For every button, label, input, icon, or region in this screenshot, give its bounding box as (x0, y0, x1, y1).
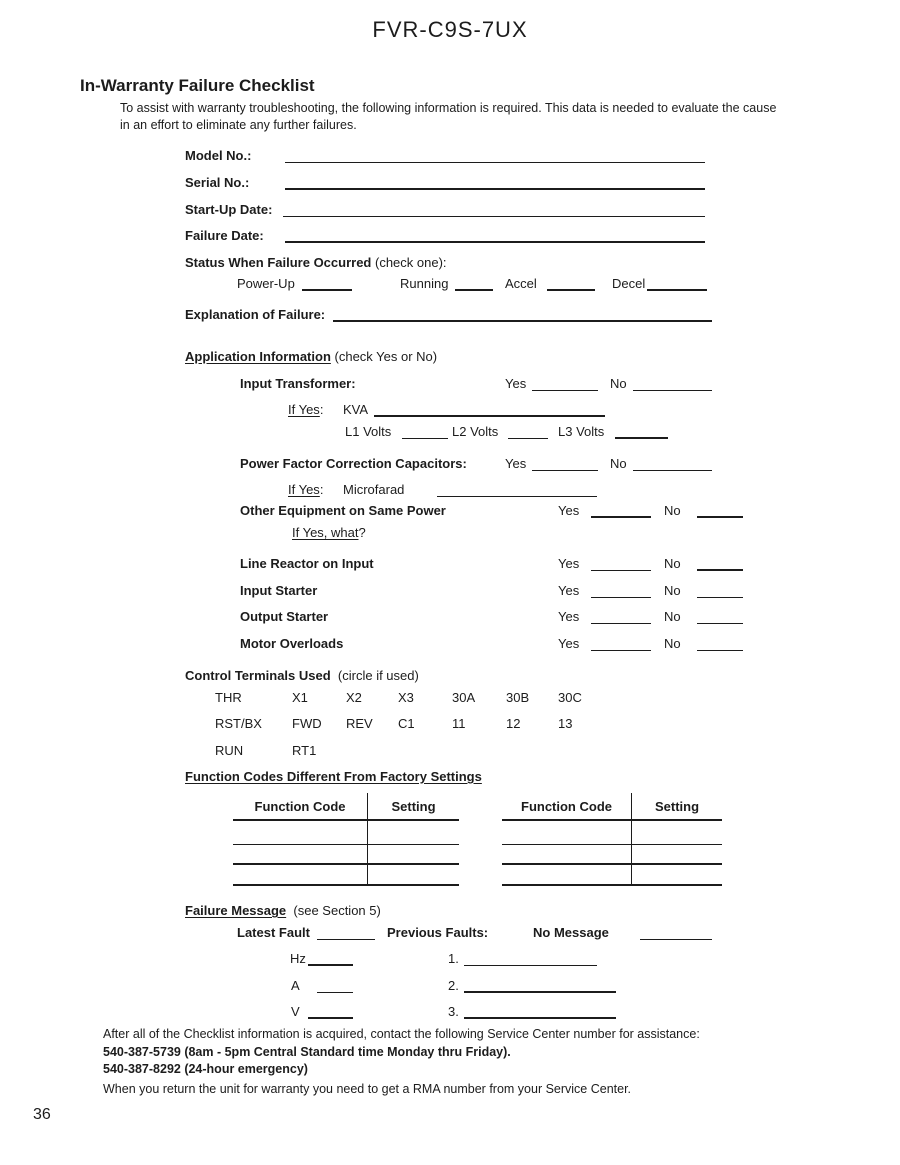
failure-message-heading-title: Failure Message (185, 903, 287, 918)
terminal-cell: C1 (398, 716, 415, 731)
l3-volts-line (615, 424, 668, 439)
other-equipment-yes-line (591, 503, 651, 518)
function-code-table-left (233, 793, 459, 886)
l1-volts-line (402, 424, 448, 439)
fc-empty-row (233, 865, 459, 886)
if-yes-what-label (292, 525, 366, 540)
status-option-accel-line (547, 276, 595, 291)
terminal-cell: FWD (292, 716, 322, 731)
fc-header-function-code: Function Code (502, 793, 632, 819)
pfc-yes-label: Yes (505, 456, 527, 471)
terminal-cell: 11 (452, 716, 466, 731)
fc-empty-row (502, 821, 722, 845)
fc-header-setting: Setting (654, 798, 700, 814)
output-starter-no-label: No (664, 609, 681, 624)
explanation-label: Explanation of Failure: (185, 307, 326, 322)
application-heading (185, 349, 437, 364)
line-reactor-label: Line Reactor on Input (240, 556, 374, 571)
fc-header-function-code: Function Code (233, 793, 368, 819)
line-reactor-no-line (697, 556, 743, 571)
status-option-powerup-label: Power-Up (237, 276, 295, 291)
a-line (317, 978, 353, 993)
failure-message-heading-hint: (see Section 5) (293, 903, 381, 918)
terminal-cell: 13 (558, 716, 573, 731)
motor-overloads-yes-line (591, 636, 651, 651)
motor-overloads-no-line (697, 636, 743, 651)
status-option-decel-label: Decel (612, 276, 646, 291)
no-message-label: No Message (533, 925, 609, 940)
fc-header-row (233, 793, 459, 821)
input-transformer-yes-label: Yes (505, 376, 527, 391)
line-reactor-yes-line (591, 556, 651, 571)
status-heading (185, 255, 447, 270)
previous-faults-label: Previous Faults: (387, 925, 489, 940)
a-label: A (291, 978, 300, 993)
fc-empty-row (502, 865, 722, 886)
terminal-cell: RT1 (292, 743, 317, 758)
if-yes-text: If Yes (288, 402, 320, 417)
microfarad-line (437, 482, 597, 497)
previous-fault-1-line (464, 951, 597, 966)
kva-line (374, 402, 605, 417)
startup-date-line (283, 202, 705, 217)
previous-fault-3-label: 3. (448, 1004, 459, 1019)
status-option-running-line (455, 276, 493, 291)
status-heading-bold: Status When Failure Occurred (185, 255, 372, 270)
serial-no-line (285, 175, 705, 190)
fc-empty-row (502, 845, 722, 865)
other-equipment-no-label: No (664, 503, 681, 518)
previous-fault-3-line (464, 1004, 616, 1019)
fc-empty-cell (632, 865, 722, 884)
pfc-no-line (633, 456, 712, 471)
terminal-cell: 30B (506, 690, 530, 705)
pfc-no-label: No (610, 456, 627, 471)
checklist-heading: In-Warranty Failure Checklist (80, 76, 315, 95)
model-no-line (285, 148, 705, 163)
function-code-table-right (502, 793, 722, 886)
fc-empty-row (233, 821, 459, 845)
status-option-running-label: Running (400, 276, 449, 291)
page-number: 36 (33, 1106, 51, 1123)
hz-line (308, 951, 353, 966)
output-starter-yes-line (591, 609, 651, 624)
kva-if-yes-label (288, 402, 323, 417)
line-reactor-no-label: No (664, 556, 681, 571)
footer-phone-daytime: 540-387-5739 (8am - 5pm Central Standard time Monday thru Friday). (103, 1045, 511, 1059)
fc-empty-cell (233, 845, 368, 863)
doc-title: FVR-C9S-7UX (372, 17, 528, 42)
question-mark-text: ? (358, 525, 366, 540)
input-transformer-yes-line (532, 376, 598, 391)
kva-label: KVA (343, 402, 369, 417)
fc-empty-cell (233, 865, 368, 884)
application-heading-hint: (check Yes or No) (334, 349, 438, 364)
terminals-heading-hint: (circle if used) (337, 668, 419, 683)
startup-date-label: Start-Up Date: (185, 202, 273, 217)
no-message-line (640, 925, 712, 940)
motor-overloads-yes-label: Yes (558, 636, 580, 651)
if-yes-what-text: If Yes, what (292, 525, 359, 540)
fc-empty-cell (233, 821, 368, 844)
motor-overloads-no-label: No (664, 636, 681, 651)
if-yes-text: If Yes (288, 482, 320, 497)
v-label: V (291, 1004, 300, 1019)
fc-empty-cell (502, 865, 632, 884)
terminal-cell: X1 (292, 690, 308, 705)
l1-volts-label: L1 Volts (345, 424, 392, 439)
output-starter-yes-label: Yes (558, 609, 580, 624)
explanation-line (333, 307, 712, 322)
terminal-cell: THR (215, 690, 242, 705)
status-option-accel-label: Accel (505, 276, 537, 291)
fc-empty-cell (632, 845, 722, 863)
input-transformer-label: Input Transformer: (240, 376, 356, 391)
previous-fault-1-label: 1. (448, 951, 459, 966)
fc-empty-cell (502, 845, 632, 863)
status-option-decel-line (647, 276, 707, 291)
input-starter-no-label: No (664, 583, 681, 598)
fc-empty-cell (368, 845, 459, 863)
input-starter-yes-line (591, 583, 651, 598)
latest-fault-label: Latest Fault (237, 925, 310, 940)
input-transformer-no-line (633, 376, 712, 391)
hz-label: Hz (290, 951, 306, 966)
motor-overloads-label: Motor Overloads (240, 636, 344, 651)
fc-header-setting: Setting (391, 798, 436, 814)
input-starter-label: Input Starter (240, 583, 318, 598)
terminal-cell: 30C (558, 690, 582, 705)
terminal-cell: X3 (398, 690, 414, 705)
l2-volts-line (508, 424, 548, 439)
fc-empty-cell (368, 865, 459, 884)
colon-text: : (319, 402, 324, 417)
latest-fault-line (317, 925, 375, 940)
intro-text: To assist with warranty troubleshooting, the following information is required. This data is needed to evaluate the cause in an effort to eliminate any further failures. (120, 101, 777, 132)
pfc-label: Power Factor Correction Capacitors: (240, 456, 467, 471)
footer-rma-text: When you return the unit for warranty you need to get a RMA number from your Service Center. (103, 1082, 632, 1096)
terminal-cell: RST/BX (215, 716, 262, 731)
application-heading-title: Application Information (185, 349, 331, 364)
terminals-heading (185, 668, 419, 683)
fc-empty-cell (632, 821, 722, 844)
terminal-cell: RUN (215, 743, 244, 758)
status-option-powerup-line (302, 276, 352, 291)
status-heading-hint: (check one): (375, 255, 447, 270)
failure-date-label: Failure Date: (185, 228, 264, 243)
input-starter-no-line (697, 583, 743, 598)
failure-date-line (285, 228, 705, 243)
v-line (308, 1004, 353, 1019)
failure-message-heading (185, 903, 381, 918)
terminal-cell: REV (346, 716, 373, 731)
output-starter-no-line (697, 609, 743, 624)
fc-empty-cell (368, 821, 459, 844)
other-equipment-no-line (697, 503, 743, 518)
fc-empty-cell (502, 821, 632, 844)
microfarad-if-yes-label (288, 482, 323, 497)
fc-empty-row (233, 845, 459, 865)
output-starter-label: Output Starter (240, 609, 329, 624)
footer-phone-emergency: 540-387-8292 (24-hour emergency) (103, 1062, 308, 1076)
function-codes-heading: Function Codes Different From Factory Settings (185, 769, 482, 784)
terminal-cell: 12 (506, 716, 521, 731)
input-starter-yes-label: Yes (558, 583, 580, 598)
serial-no-label: Serial No.: (185, 175, 250, 190)
l2-volts-label: L2 Volts (452, 424, 499, 439)
line-reactor-yes-label: Yes (558, 556, 580, 571)
pfc-yes-line (532, 456, 598, 471)
microfarad-label: Microfarad (343, 482, 405, 497)
model-no-label: Model No.: (185, 148, 252, 163)
terminals-heading-title: Control Terminals Used (185, 668, 331, 683)
fc-header-row (502, 793, 722, 821)
previous-fault-2-line (464, 978, 616, 993)
previous-fault-2-label: 2. (448, 978, 459, 993)
terminal-cell: 30A (452, 690, 476, 705)
l3-volts-label: L3 Volts (558, 424, 605, 439)
colon-text: : (319, 482, 324, 497)
input-transformer-no-label: No (610, 376, 627, 391)
footer-contact-text: After all of the Checklist information is acquired, contact the following Service Center number for assistance: (103, 1027, 700, 1041)
terminal-cell: X2 (346, 690, 362, 705)
other-equipment-yes-label: Yes (558, 503, 580, 518)
other-equipment-label: Other Equipment on Same Power (240, 503, 446, 518)
